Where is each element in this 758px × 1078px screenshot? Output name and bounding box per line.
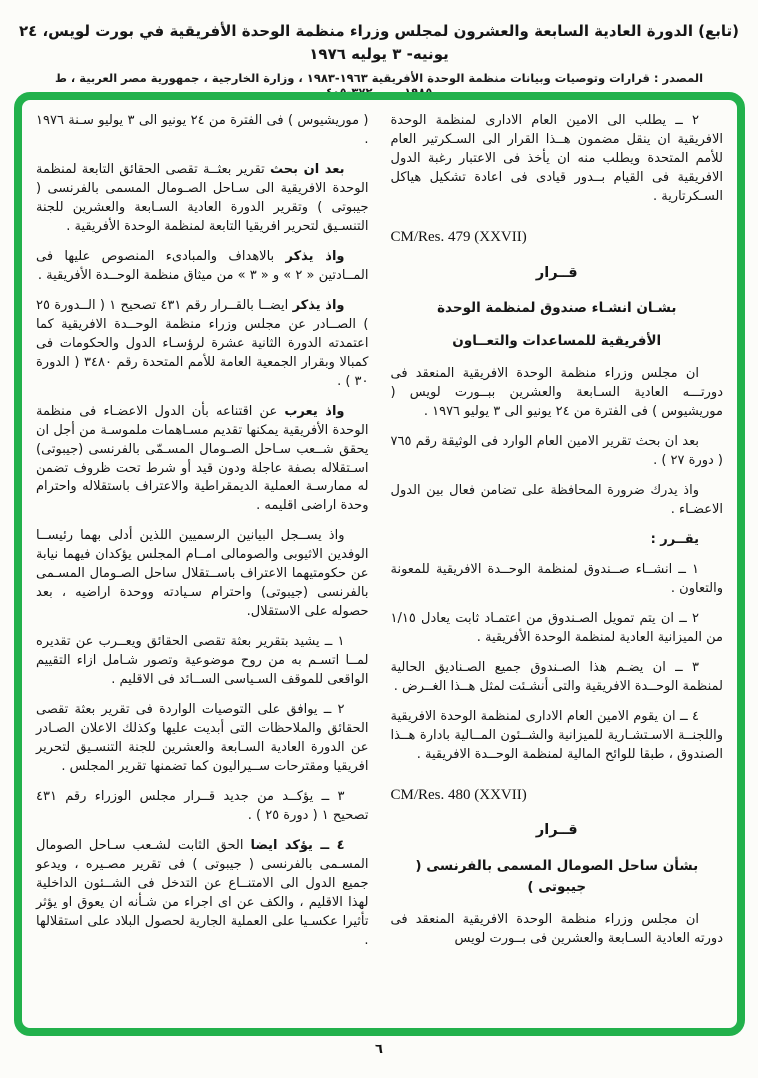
paragraph-recalling-resolution [36,297,369,392]
bold-lead: واذ يذكر [292,297,345,313]
paragraph-request-sg: ٢ ــ يطلب الى الامين العام الادارى لمنظمة الوحدة الافريقية ان ينقل مضمون هــذا القرار الى السـكرتير العام للأمم المتحدة ويطلب منه ان يأخذ فى الاعتبار رغبة الدول الافريقية فى القيام بــدور قيادى فى اعادة تشكيل هياكل السـكرتارية . [390,113,723,204]
resolution-subject-479-line2: الأفريقية للمساعدات والتعــاون [452,333,662,350]
paragraph-text: الحق الثابت لشـعب سـاحل الصومال المسـمى بالفرنسى ( جيبوتى ) فى تقرير مصـيره ، ويدعو جميع الدول الى الامتنــاع عن التدخل فى الشــئون الداخلية لهذا الاقليم ، والكف عن اى اجراء من شـأنه ان يعوق او يؤثر تأثيرا عكسـيا على العملية الجارية لحصول البلاد على استقلالها . [36,837,369,948]
bold-lead: ٤ ــ يؤكد ايضا [250,837,345,853]
paragraph-conviction [36,403,369,517]
paragraph-text: عن اقتناعه بأن الدول الاعضـاء فى منظمة الوحدة الأفريقية يمكنها تقديم مسـاهمات ملموسـة من أجل ان يحقق شــعب سـاحل الصـومال المسـمّى بالفرنسى (جيبوتى) اسـتقلاله بصفة عاجلة ودون قيد أو شرط تحت ظروف تضمن له ممارسـة العملية الديمقراطية والاعتراف باستقلاله واحترام وحدة اراضى اقليمه . [36,403,369,514]
resolution-ref-480: CM/Res. 480 (XXVII) [390,786,527,803]
paragraph-text: ايضــا بالقــرار رقم ٤٣١ تصحيح ١ ( الــدورة ٢٥ ) الصــادر عن مجلس وزراء منظمة الوحــدة الافريقية كما اعتمدته الدورة الثانية عشرة لرؤسـاء الدول والحكومات فى كمبالا وبقرار الجمعية العامة للأمم المتحدة رقم ٣٤٨٠ ( الدورة ٣٠ ) . [36,297,369,389]
page-number: ٦ [375,1042,383,1057]
paragraph-council-session: ان مجلس وزراء منظمة الوحدة الافريقية المنعقد فى دورتـــه العادية السـابعة والعشرين ببــورت لويس ( موريشيوس ) فى الفترة من ٢٤ يونيو الى ٣ يوليو ١٩٧٦ . [390,366,723,420]
operative-item-2: ٢ ــ ان يتم تمويل الصـندوق من اعتمـاد ثابت يعادل ١/١٥ من الميزانية العادية لمنظمة الوحدة الأفريقية . [390,610,723,645]
page-header [0,20,758,99]
paragraph-fact-finding [36,161,369,237]
resolution-title-480: قــرار [535,822,578,839]
operative-item-4 [36,837,369,951]
bold-lead: واذ يعرب [284,403,345,419]
paragraph-council-session-480: ان مجلس وزراء منظمة الوحدة الافريقية المنعقد فى دورته العادية السـابعة والعشرين فى بــورت لويس [390,911,723,946]
operative-item-4: ٤ ــ ان يقوم الامين العام الادارى لمنظمة الوحدة الافريقية واللجنــة الاسـتشـارية للميزانية والشــئون المــالية بادارة هــذا الصندوق ، طبقا للوائح المالية لمنظمة الوحــدة الافريقية . [390,708,723,762]
resolution-subject-479-line1: بشـان انشـاء صندوق لمنظمة الوحدة [437,299,677,316]
resolution-subject-480: بشأن ساحل الصومال المسمى بالفرنسى ( جيبوتى ) [415,857,699,896]
paragraph-recalling-charter [36,248,369,286]
session-title: (تابع) الدورة العادية السابعة والعشرون لمجلس وزراء منظمة الوحدة الأفريقية في بورت لويس، ٢٤ يونيه- ٣ يوليه ١٩٧٦ [18,22,740,63]
operative-item-3: ٣ ــ يؤكــد من جديد قــرار مجلس الوزراء رقم ٤٣١ تصحيح ١ ( دورة ٢٥ ) . [36,789,369,823]
paragraph-text: تقرير بعثــة تقصى الحقائق التابعة لمنظمة الوحدة الافريقية الى سـاحل الصـومال المسمى بالفرنسى ( جيبوتى ) وتقرير الدورة العادية السـابعة والعشرين للجنة التنسـيق لتحرير افريقيا التابعة لمنظمة الوحدة الأفريقية . [36,161,369,234]
resolution-ref-479: CM/Res. 479 (XXVII) [390,228,527,245]
content-border-box [14,92,745,1036]
operative-item-3: ٣ ــ ان يضـم هذا الصـندوق جميع الصـناديق الحالية لمنظمة الوحــدة الافريقية والتى أنشـئت لمثل هــذا الغــرض . [390,659,723,694]
paragraph-official-statements: واذ يســجل البيانين الرسميين اللذين أدلى بهما رئيســا الوفدين الاثيوبى والصومالى امــام المجلس يؤكدان فيهما نيابة عن حكومتيهما الاعتراف باســتقلال ساحل الصـومال المسـمى بالفرنسى (جيبوتى) واحترام سـيادته ووحدة اراضيه ، بعد حصوله على الاستقلال. [36,528,369,620]
operative-item-2: ٢ ــ يوافق على التوصيات الواردة فى تقرير بعثة تقصى الحقائق والملاحظات التى أبديت عليها وكذلك الاعلان الصـادر عن الدورة العادية السـابعة والعشرين للجنة التنسـيق لتحرير افريقيا ومقترحات ســيراليون كما تضمنها تقرير المجلس . [36,702,369,775]
source-citation: المصدر : قرارات وتوصيات وبيانات منظمة الوحدة الأفريقية ١٩٦٣-١٩٨٣ ، وزارة الخارجية ، جمهورية مصر العربية ، ط ١٩٨٥ ، ص ٣٧٢-٤٠٥ [54,71,704,99]
decides-heading: يقــرر : [650,531,699,547]
operative-item-1: ١ ــ انشــاء صــندوق لمنظمة الوحــدة الافريقية للمعونة والتعاون . [390,561,723,596]
column-left [36,112,369,1020]
bold-lead: بعد ان بحث [269,161,345,177]
paragraph-considered-report: بعد ان بحث تقرير الامين العام الوارد فى الوثيقة رقم ٧٦٥ ( دورة ٢٧ ) . [390,433,723,468]
two-column-layout [36,112,723,1020]
operative-item-1: ١ ــ يشيد بتقرير بعثة تقصى الحقائق ويعــرب عن تقديره لمــا اتسـم به من روح موضوعية وتصور شـامل ازاء التقييم الواقعى للموقف السـياسى الســائد فى الاقليم . [36,634,369,688]
bold-lead: واذ يذكر [285,248,345,264]
paragraph-text: بالاهداف والمبادىء المنصوص عليها فى المــادتين « ٢ » و « ٣ » من ميثاق منظمة الوحــدة الأفريقية . [36,248,369,283]
paragraph-aware-solidarity: واذ يدرك ضرورة المحافظة على تضامن فعال بين الدول الاعضـاء . [390,482,723,517]
column-right [391,112,724,1020]
paragraph-continuation-date: ( موريشيوس ) فى الفترة من ٢٤ يونيو الى ٣ يوليو سـنة ١٩٧٦ . [36,113,369,147]
resolution-title-479: قــرار [535,264,578,281]
